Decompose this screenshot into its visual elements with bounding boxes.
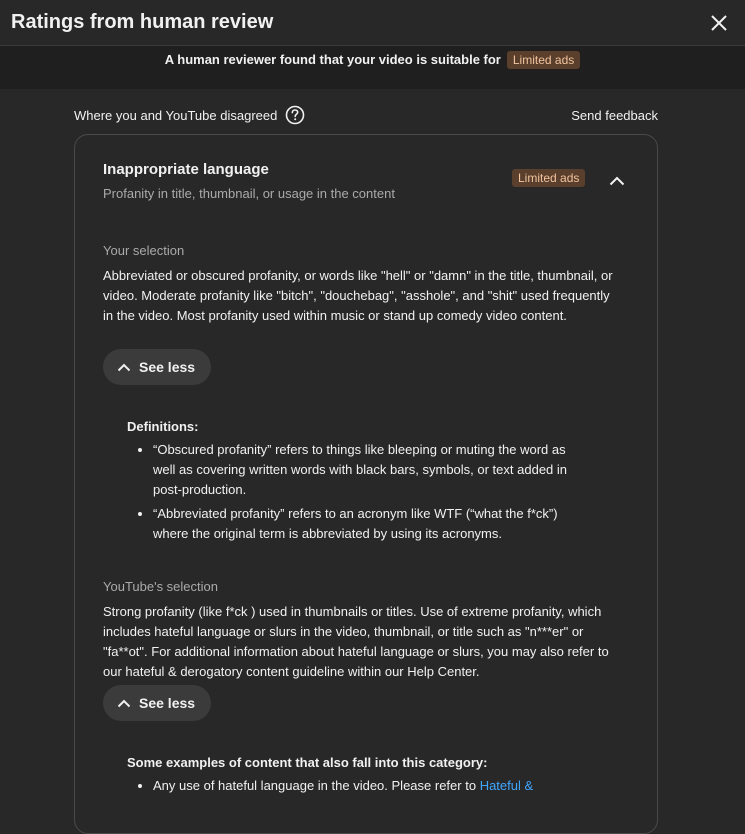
chevron-up-icon [117, 699, 131, 708]
see-less-button[interactable] [103, 685, 211, 721]
chevron-up-icon [117, 363, 131, 372]
chevron-up-icon [609, 176, 625, 186]
your-selection-section [103, 243, 613, 326]
your-selection-text: Abbreviated or obscured profanity, or words like "hell" or "damn" in the title, thumbnail, or video. Moderate profanity like "bitch", "douchebag", "asshole", and "shit" used frequently in the video. Most profanity used within music or stand up comedy video content. [103, 268, 613, 323]
example-text: Any use of hateful language in the video. Please refer to [153, 778, 477, 793]
definitions-block [127, 419, 587, 548]
dialog-header [0, 0, 745, 46]
disagree-row [74, 104, 658, 126]
banner-badge: Limited ads [507, 51, 580, 69]
youtube-selection-label: YouTube's selection [103, 579, 218, 594]
examples-block [127, 755, 587, 800]
banner-text: A human reviewer found that your video is suitable for [164, 52, 501, 67]
category-title: Inappropriate language [103, 161, 269, 178]
list-item: • “Obscured profanity” refers to things like bleeping or muting the word as well as covering written words with black bars, symbols, or text added in post-production. [153, 440, 587, 500]
list-item [153, 776, 587, 796]
dialog-title: Ratings from human review [11, 11, 274, 33]
result-banner [0, 46, 745, 89]
category-subtitle: Profanity in title, thumbnail, or usage in the content [103, 186, 395, 201]
collapse-button[interactable] [605, 169, 629, 193]
youtube-selection-text: Strong profanity (like f*ck ) used in thumbnails or titles. Use of extreme profanity, which includes hateful language or slurs in the video, thumbnail, or title such as "n***er" or "fa**ot". For additional information about hateful language or slurs, you may also refer to our hateful & derogatory content guideline within our Help Center. [103, 604, 609, 679]
see-less-label: See less [139, 359, 196, 375]
help-icon[interactable] [285, 105, 305, 125]
disagree-label: Where you and YouTube disagreed [74, 107, 278, 123]
hateful-guideline-link[interactable]: Hateful & [479, 778, 534, 793]
category-badge: Limited ads [512, 169, 585, 187]
definitions-title: Definitions: [127, 419, 199, 434]
youtube-selection-section [103, 579, 613, 682]
close-icon [710, 14, 728, 32]
disagreement-card [74, 134, 658, 834]
list-item: • “Abbreviated profanity” refers to an acronym like WTF (“what the f*ck”) where the original term is abbreviated by using its acronyms. [153, 504, 587, 544]
examples-title: Some examples of content that also fall into this category: [127, 755, 488, 770]
close-button[interactable] [705, 9, 733, 37]
your-selection-label: Your selection [103, 243, 185, 258]
send-feedback-link[interactable]: Send feedback [571, 107, 658, 123]
see-less-label: See less [139, 695, 196, 711]
see-less-button[interactable] [103, 349, 211, 385]
